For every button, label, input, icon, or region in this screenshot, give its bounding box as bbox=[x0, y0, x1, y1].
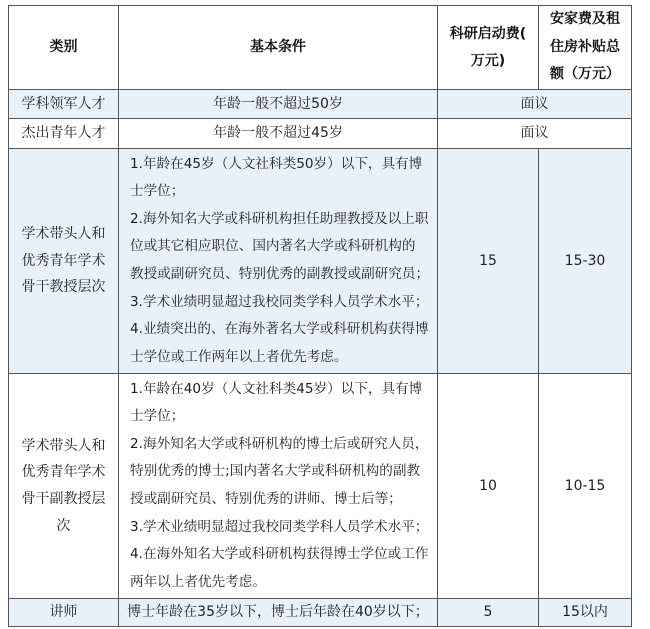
condition-line: 4.在海外知名大学或科研机构获得博士学位或工作 bbox=[130, 546, 429, 563]
category-line: 优秀青年学术 bbox=[21, 464, 106, 481]
compensation-value: 面议 bbox=[520, 95, 549, 112]
header-category bbox=[9, 6, 119, 90]
category-label: 杰出青年人才 bbox=[21, 125, 106, 142]
conditions-cell bbox=[119, 90, 438, 119]
condition-line: 士学位； bbox=[130, 183, 185, 200]
settlement-cell bbox=[539, 599, 632, 627]
condition-line: 士学位或工作两年以上者优先考虑。 bbox=[130, 348, 348, 365]
category-cell bbox=[9, 119, 119, 149]
startup-fund-cell bbox=[438, 374, 539, 599]
header-line: 科研启动费( bbox=[449, 25, 527, 42]
settlement-cell bbox=[539, 149, 632, 374]
conditions-cell bbox=[119, 599, 438, 627]
header-line: 安家费及租 bbox=[550, 11, 620, 28]
category-line: 优秀青年学术 bbox=[21, 252, 106, 269]
startup-fund-value: 15 bbox=[479, 252, 497, 269]
compensation-value: 面议 bbox=[520, 125, 549, 142]
settlement-value: 15以内 bbox=[562, 604, 608, 621]
category-line: 次 bbox=[56, 517, 71, 534]
condition-line: 位或其它相应职位、国内著名大学或科研机构的 bbox=[130, 238, 416, 255]
category-line: 骨干教授层次 bbox=[21, 279, 106, 296]
condition-line: 博士年龄在35岁以下，博士后年龄在40岁以下； bbox=[127, 604, 429, 621]
negotiable-cell bbox=[438, 90, 632, 119]
condition-line: 3.学术业绩明显超过我校同类学科人员学术水平； bbox=[130, 518, 429, 535]
condition-line: 授或副研究员、特别优秀的讲师、博士后等； bbox=[130, 491, 402, 507]
startup-fund-value: 5 bbox=[483, 604, 493, 621]
settlement-cell bbox=[539, 374, 632, 599]
startup-fund-cell bbox=[438, 149, 539, 374]
condition-line: 教授或副研究员、特别优秀的副教授或副研究员； bbox=[130, 266, 430, 282]
condition-line: 特别优秀的博士;国内著名大学或科研机构的副教 bbox=[130, 463, 421, 480]
category-cell bbox=[9, 149, 119, 374]
category-line: 骨干副教授层 bbox=[21, 491, 106, 507]
header-line: 额（万元） bbox=[550, 66, 620, 83]
condition-line: 3.学术业绩明显超过我校同类学科人员学术水平； bbox=[130, 293, 429, 310]
category-line: 学术带头人和 bbox=[21, 437, 106, 454]
header-conditions bbox=[119, 6, 438, 90]
header-settlement-allowance bbox=[539, 6, 632, 90]
header-startup-fund bbox=[438, 6, 539, 90]
condition-line: 4.业绩突出的、在海外著名大学或科研机构获得博 bbox=[130, 321, 429, 338]
category-cell bbox=[9, 599, 119, 627]
header-line: 住房补贴总 bbox=[550, 38, 620, 55]
settlement-value: 15-30 bbox=[564, 252, 606, 269]
conditions-cell bbox=[119, 149, 438, 374]
talent-recruitment-table bbox=[8, 5, 632, 627]
startup-fund-value: 10 bbox=[479, 477, 497, 494]
condition-line: 2.海外知名大学或科研机构担任助理教授及以上职 bbox=[130, 210, 429, 227]
condition-line: 年龄一般不超过45岁 bbox=[213, 125, 343, 142]
category-line: 学术带头人和 bbox=[21, 226, 106, 243]
condition-line: 两年以上者优先考虑。 bbox=[130, 573, 266, 590]
condition-line: 1.年龄在45岁（人文社科类50岁）以下，具有博 bbox=[130, 155, 423, 172]
category-cell bbox=[9, 90, 119, 119]
condition-line: 士学位； bbox=[130, 408, 185, 425]
condition-line: 1.年龄在40岁（人文社科类45岁）以下，具有博 bbox=[130, 380, 423, 397]
category-label: 讲师 bbox=[49, 604, 78, 621]
category-cell bbox=[9, 374, 119, 599]
negotiable-cell bbox=[438, 119, 632, 149]
header-category-label: 类别 bbox=[49, 39, 78, 56]
conditions-cell bbox=[119, 374, 438, 599]
conditions-cell bbox=[119, 119, 438, 149]
header-line: 万元) bbox=[470, 52, 506, 69]
condition-line: 年龄一般不超过50岁 bbox=[213, 95, 343, 112]
header-conditions-label: 基本条件 bbox=[250, 39, 306, 56]
condition-line: 2.海外知名大学或科研机构的博士后或研究人员， bbox=[130, 435, 429, 452]
startup-fund-cell bbox=[438, 599, 539, 627]
category-label: 学科领军人才 bbox=[21, 95, 106, 112]
settlement-value: 10-15 bbox=[564, 477, 606, 494]
